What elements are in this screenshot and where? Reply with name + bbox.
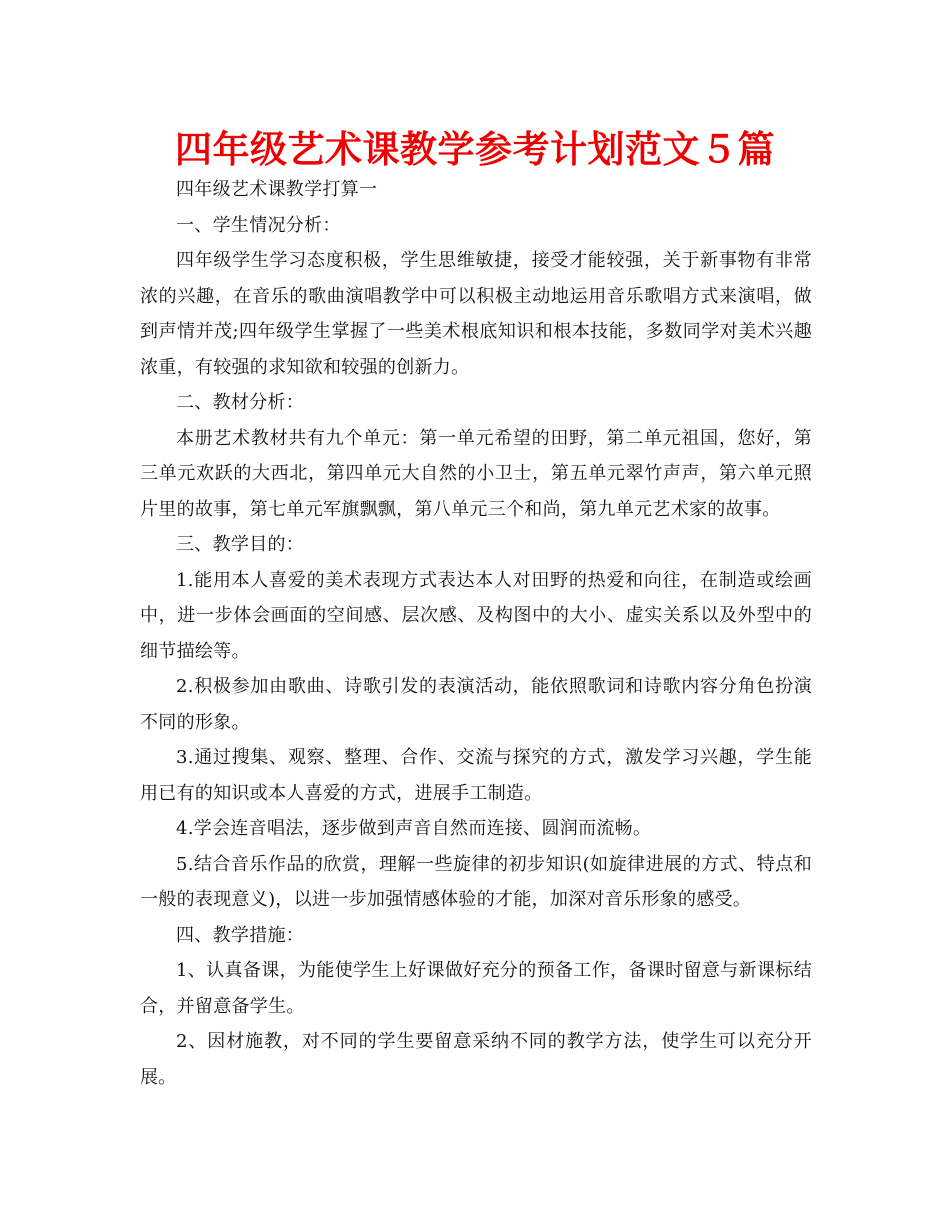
section-heading-textbook-analysis: 二、教材分析：: [176, 392, 305, 413]
paragraph-goal-3: 3.通过搜集、观察、整理、合作、交流与探究的方式，激发学习兴趣，学生能用已有的知识或本人喜爱的方式，进展手工制造。: [140, 747, 812, 804]
section-heading-teaching-goals: 三、教学目的：: [176, 534, 305, 555]
paragraph-plan-heading: 四年级艺术课教学打算一: [176, 179, 378, 200]
paragraph-goal-1: 1.能用本人喜爱的美术表现方式表达本人对田野的热爱和向往，在制造或绘画中，进一步体会画面的空间感、层次感、及构图中的大小、虚实关系以及外型中的细节描绘等。: [140, 569, 812, 662]
section-heading-student-analysis: 一、学生情况分析：: [176, 214, 341, 236]
paragraph-measure-2: 2、因材施教，对不同的学生要留意采纳不同的教学方法，使学生可以充分开展。: [140, 1031, 812, 1088]
paragraph-measure-1: 1、认真备课，为能使学生上好课做好充分的预备工作，备课时留意与新课标结合，并留意备学生。: [140, 960, 812, 1017]
paragraph-student-analysis: 四年级学生学习态度积极，学生思维敏捷，接受才能较强，关于新事物有非常浓的兴趣，在音乐的歌曲演唱教学中可以积极主动地运用音乐歌唱方式来演唱，做到声情并茂;四年级学生掌握了一些美术根底知识和根本技能，多数同学对美术兴趣浓重，有较强的求知欲和较强的创新力。: [140, 250, 812, 378]
paragraph-textbook-analysis: 本册艺术教材共有九个单元：第一单元希望的田野，第二单元祖国，您好，第三单元欢跃的大西北，第四单元大自然的小卫士，第五单元翠竹声声，第六单元照片里的故事，第七单元军旗飘飘，第八单元三个和尚，第九单元艺术家的故事。: [140, 427, 812, 520]
paragraph-goal-4: 4.学会连音唱法，逐步做到声音自然而连接、圆润而流畅。: [176, 818, 652, 839]
document-body: [140, 172, 812, 1095]
paragraph-goal-5: 5.结合音乐作品的欣赏，理解一些旋律的初步知识(如旋律进展的方式、特点和一般的表现意义)，以进一步加强情感体验的才能，加深对音乐形象的感受。: [140, 853, 812, 910]
document-title: 四年级艺术课教学参考计划范文５篇: [175, 128, 775, 171]
section-heading-teaching-measures: 四、教学措施：: [176, 924, 305, 946]
paragraph-goal-2: 2.积极参加由歌曲、诗歌引发的表演活动，能依照歌词和诗歌内容分角色扮演不同的形象。: [140, 676, 812, 733]
